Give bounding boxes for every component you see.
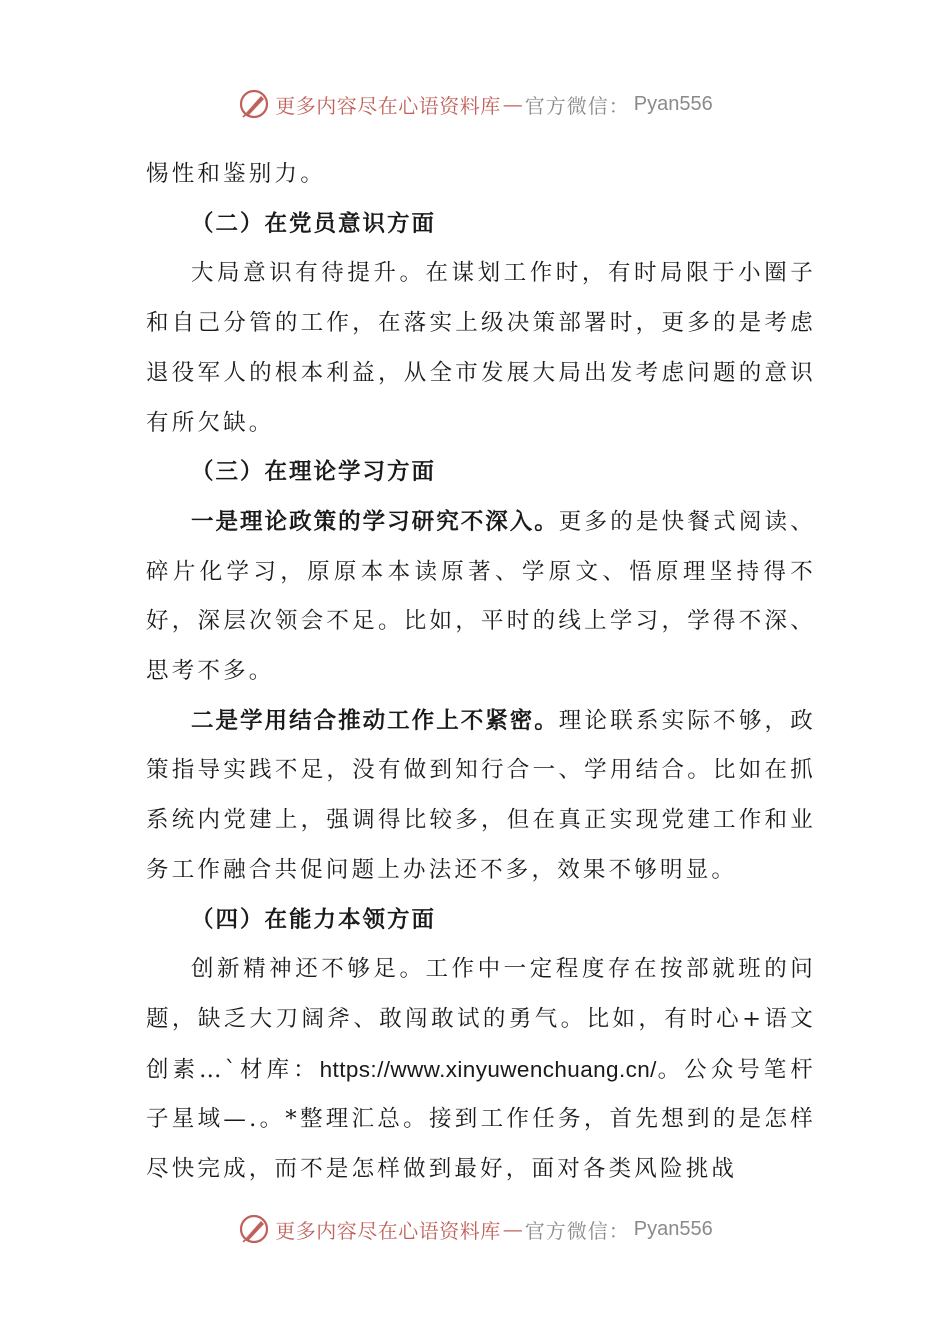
banner-site-text: 更多内容尽在心语资料库 bbox=[275, 1218, 501, 1243]
section-heading-4: （四）在能力本领方面 bbox=[191, 906, 437, 933]
paragraph-body-2: 理论联系实际不够，政策指导实践不足，没有做到知行合一、学用结合。比如在抓系统内党建上，强调得比较多，但在真正实现党建工作和业务工作融合共促问题上办法还不多，效果不够明显。 bbox=[146, 707, 816, 883]
paragraph-theory-study-2 bbox=[146, 697, 816, 896]
pen-logo-icon bbox=[237, 1212, 271, 1246]
section-heading-3: （三）在理论学习方面 bbox=[191, 459, 437, 486]
paragraph-theory-study-1 bbox=[146, 498, 816, 697]
paragraph-ability-part-a: 创新精神还不够足。工作中一定程度存在按部就班的问题，缺乏大刀阔斧、敢闯敢试的勇气。比如，有时心+语文创素…`材库： bbox=[146, 956, 816, 1083]
banner-separator: — bbox=[502, 92, 523, 116]
banner-wechat-label: 官方微信： bbox=[524, 93, 630, 118]
paragraph-lead-2: 二是学用结合推动工作上不紧密。 bbox=[191, 707, 559, 734]
paragraph-ability bbox=[146, 945, 816, 1195]
document-body bbox=[146, 150, 816, 1195]
paragraph-ability-part-b: 。公众号笔杆子星域—.。*整理汇总。接到工作任务，首先想到的是怎样尽快完成，而不是怎样做到最好，面对各类风险挑战 bbox=[146, 1056, 817, 1183]
footer-watermark-banner bbox=[0, 1209, 950, 1249]
paragraph-body-1: 更多的是快餐式阅读、碎片化学习，原原本本读原著、学原文、悟原理坚持得不好，深层次领会不足。比如，平时的线上学习，学得不深、思考不多。 bbox=[146, 508, 816, 685]
banner-wechat-id: Pyan556 bbox=[633, 92, 713, 115]
section-heading-2: （二）在党员意识方面 bbox=[191, 210, 437, 237]
pen-logo-icon bbox=[237, 87, 271, 121]
paragraph-lead-1: 一是理论政策的学习研究不深入。 bbox=[191, 508, 559, 535]
banner-site-text: 更多内容尽在心语资料库 bbox=[275, 93, 501, 118]
banner-separator: — bbox=[502, 1217, 523, 1241]
paragraph-party-awareness: 大局意识有待提升。在谋划工作时，有时局限于小圈子和自己分管的工作，在落实上级决策部署时，更多的是考虑退役军人的根本利益，从全市发展大局出发考虑问题的意识有所欠缺。 bbox=[146, 260, 816, 436]
banner-wechat-label: 官方微信： bbox=[524, 1218, 630, 1243]
paragraph-url: https://www.xinyuwenchuang.cn/ bbox=[319, 1056, 657, 1082]
paragraph-continuation: 惕性和鉴别力。 bbox=[146, 161, 326, 187]
banner-wechat-id: Pyan556 bbox=[633, 1217, 713, 1240]
header-watermark-banner bbox=[0, 84, 950, 124]
